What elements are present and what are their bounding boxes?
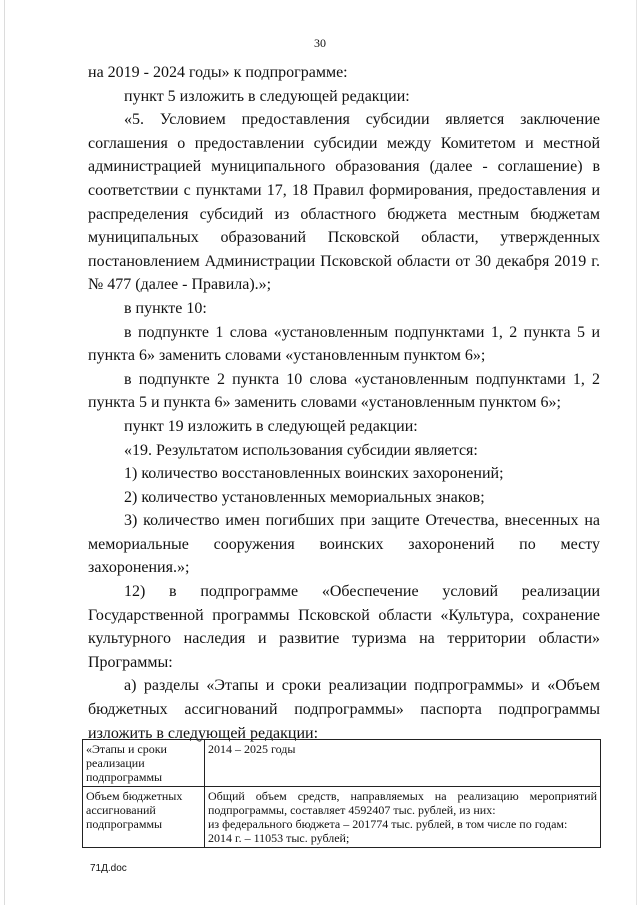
scan-edge-right bbox=[636, 0, 637, 905]
document-body bbox=[88, 61, 600, 745]
file-name-footer: 71Д.doc bbox=[90, 863, 127, 874]
table-label-cell: «Этапы и сроки реализации подпрограммы bbox=[83, 740, 205, 787]
paragraph: 12) в подпрограмме «Обеспечение условий реализации Государственной программы Псковской области «Культура, сохранение культурного наследия и развитие туризма на территории области» Программы: bbox=[88, 583, 600, 671]
table-row bbox=[83, 787, 601, 848]
paragraph: «5. Условием предоставления субсидии является заключение соглашения о предоставлении субсидии между Комитетом и местной администрацией муниципального образования (далее - соглашение) в соответствии с пунктами 17, 18 Правил формирования, предоставления и распределения субсидий из областного бюджета местным бюджетам муниципальных образований Псковской области, утвержденных постановлением Администрации Псковской области от 30 декабря 2019 г. № 477 (далее - Правила).»; bbox=[88, 111, 600, 294]
table-label-cell: Объем бюджетных ассигнований подпрограммы bbox=[83, 787, 205, 848]
passport-table bbox=[82, 739, 601, 848]
paragraph: 2) количество установленных мемориальных знаков; bbox=[124, 488, 485, 506]
paragraph: а) разделы «Этапы и сроки реализации подпрограммы» и «Объем бюджетных ассигнований подпрограммы» паспорта подпрограммы изложить в следующей редакции: bbox=[88, 677, 600, 742]
paragraph: 3) количество имен погибших при защите Отечества, внесенных на мемориальные сооружения воинских захоронений по месту захоронения.»; bbox=[88, 512, 600, 577]
table-row bbox=[83, 740, 601, 787]
paragraph: «19. Результатом использования субсидии является: bbox=[124, 441, 478, 459]
paragraph: на 2019 - 2024 годы» к подпрограмме: bbox=[88, 64, 348, 81]
page-number: 30 bbox=[314, 36, 326, 50]
table-value-cell bbox=[205, 787, 601, 848]
table-value-line: 2014 г. – 11053 тыс. рублей; bbox=[208, 831, 350, 845]
table-value-line: Общий объем средств, направляемых на реализацию мероприятий подпрограммы, составляет 4592407 тыс. рублей, из них: bbox=[208, 789, 597, 817]
paragraph: 1) количество восстановленных воинских захоронений; bbox=[124, 465, 504, 483]
paragraph: в подпункте 2 пункта 10 слова «установленным подпунктами 1, 2 пункта 5 и пункта 6» заменить словами «установленным пунктом 6»; bbox=[88, 370, 600, 412]
paragraph: пункт 19 изложить в следующей редакции: bbox=[124, 417, 418, 435]
table-value-line: 2014 – 2025 годы bbox=[208, 742, 296, 756]
table-value-line: из федерального бюджета – 201774 тыс. рублей, в том числе по годам: bbox=[208, 817, 568, 831]
paragraph: в подпункте 1 слова «установленным подпунктами 1, 2 пункта 5 и пункта 6» заменить словами «установленным пунктом 6»; bbox=[88, 323, 600, 365]
paragraph: в пункте 10: bbox=[124, 299, 207, 317]
scan-edge-left bbox=[4, 0, 5, 905]
table-value-cell bbox=[205, 740, 601, 787]
paragraph: пункт 5 изложить в следующей редакции: bbox=[124, 87, 410, 105]
